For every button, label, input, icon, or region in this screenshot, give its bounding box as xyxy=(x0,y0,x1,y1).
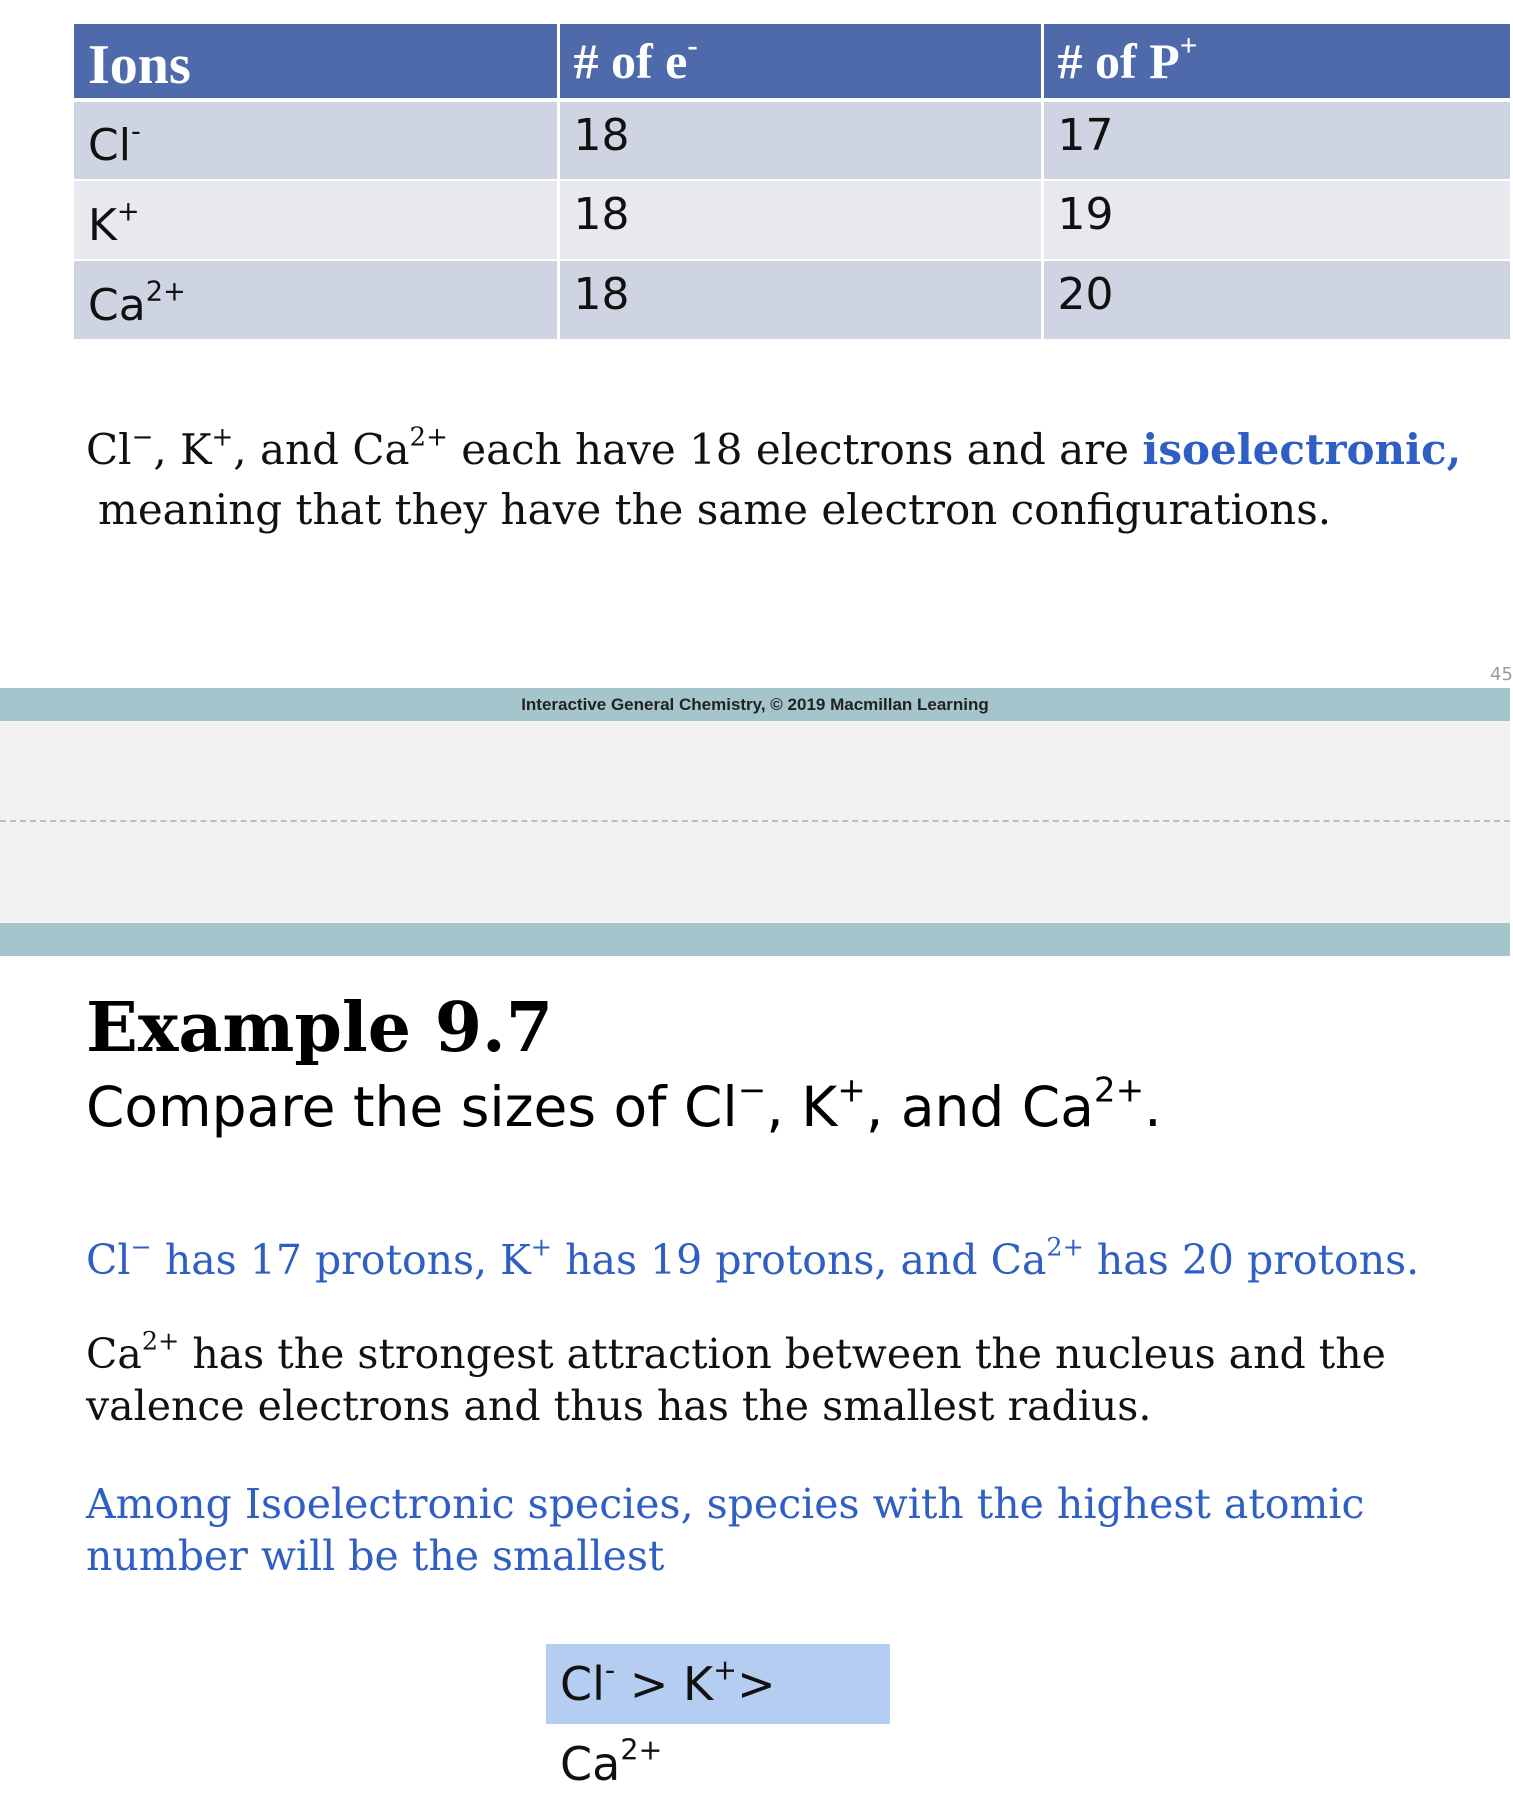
electrons-cell: 18 xyxy=(558,260,1042,340)
rule-statement: Among Isoelectronic species, species with the highest atomic number will be the smallest xyxy=(86,1480,1365,1580)
isoelectronic-paragraph: Cl−, K+, and $Ca^{2+}$ each have 18 electrons and are isoelectronic, meaning that they have the same electron configurations. xyxy=(86,420,1506,540)
table-row-chloride xyxy=(74,100,1510,180)
ions-table xyxy=(74,24,1510,341)
footer-band xyxy=(0,688,1510,721)
electrons-cell: 18 xyxy=(558,100,1042,180)
slide-number: 45 xyxy=(1490,664,1513,685)
ion-cell: $Ca^{2+}$ xyxy=(74,260,558,340)
protons-cell: 19 xyxy=(1042,180,1510,260)
table-header-row xyxy=(74,24,1510,100)
example-title: Example 9.7 xyxy=(86,988,554,1068)
isoelectronic-term: isoelectronic, xyxy=(1142,425,1462,474)
ion-cell: Cl- xyxy=(74,100,558,180)
header-ions: Ions xyxy=(74,24,558,100)
protons-cell: 20 xyxy=(1042,260,1510,340)
electrons-cell: 18 xyxy=(558,180,1042,260)
table-row-potassium xyxy=(74,180,1510,260)
attraction-statement: $Ca^{2+}$ has the strongest attraction between the nucleus and the valence electrons and thus has the smallest radius. xyxy=(86,1325,1386,1430)
protons-cell: 17 xyxy=(1042,100,1510,180)
table-row-calcium xyxy=(74,260,1510,340)
answer-box: $Cl^- > K^+> Ca^{2+}$ xyxy=(546,1644,890,1724)
ion-cell: K+ xyxy=(74,180,558,260)
protons-statement: Cl− has 17 protons, K+ has 19 protons, and $Ca^{2+}$ has 20 protons. xyxy=(86,1231,1420,1284)
example-question: Compare the sizes of Cl−, K+, and $Ca^{2+}$. xyxy=(86,1070,1162,1139)
header-band xyxy=(0,923,1510,956)
header-electrons: # of e- xyxy=(558,24,1042,100)
slide-gap xyxy=(0,721,1510,923)
copyright-credit: Interactive General Chemistry, © 2019 Macmillan Learning xyxy=(521,695,989,714)
header-protons: # of P+ xyxy=(1042,24,1510,100)
page-break-divider xyxy=(0,820,1510,822)
isoelectronic-line-2: meaning that they have the same electron configurations. xyxy=(98,485,1332,534)
